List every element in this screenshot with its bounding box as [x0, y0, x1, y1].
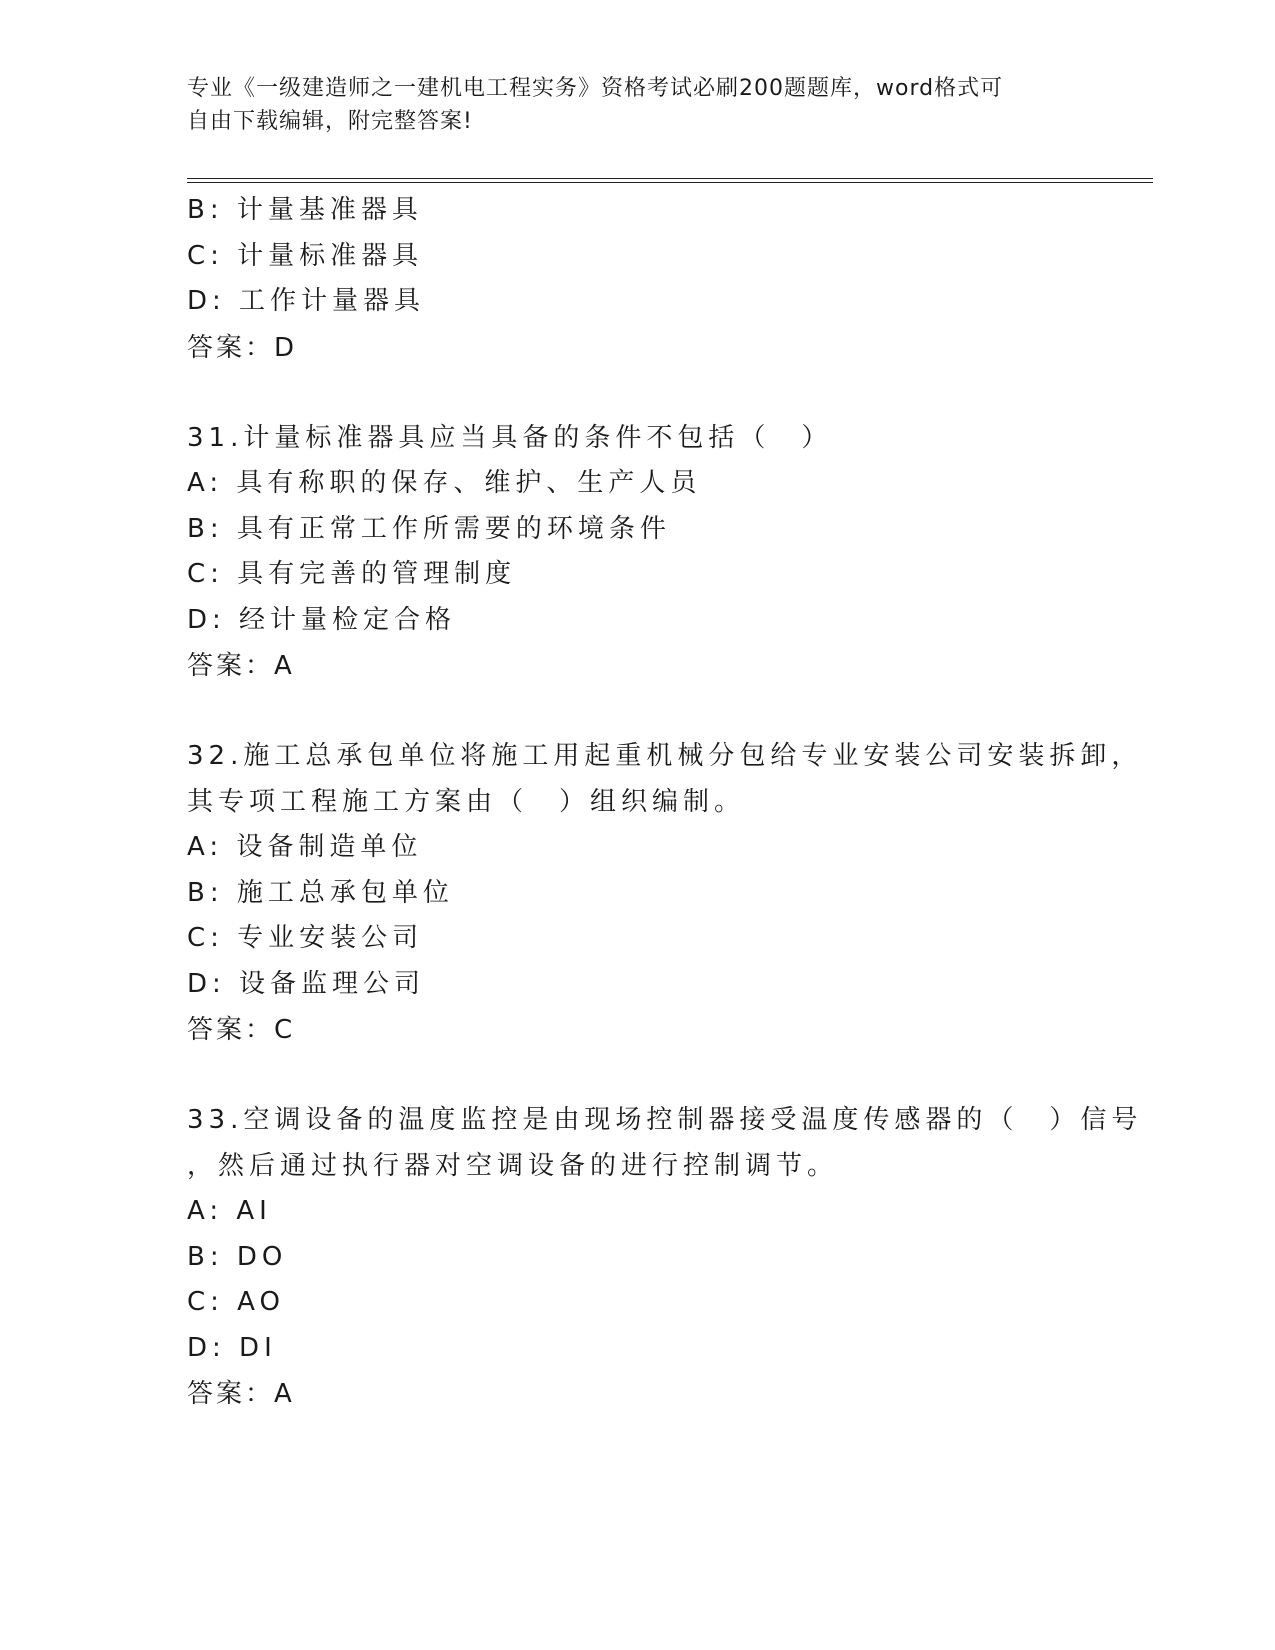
spacer: [187, 689, 1087, 734]
question-block-31: [187, 416, 1087, 690]
question-text: 31.计量标准器具应当具备的条件不包括（ ）: [187, 422, 833, 453]
question-block-32: [187, 734, 1143, 1053]
option-a: A: AI: [187, 1196, 272, 1226]
question-block-30: [187, 188, 1087, 371]
question-text-line-1: 32.施工总承包单位将施工用起重机械分包给专业安装公司安装拆卸，: [187, 741, 1143, 771]
option-c: C: AO: [187, 1287, 285, 1317]
option-b: B: DO: [187, 1241, 288, 1272]
question-block-33: [187, 1098, 1143, 1417]
question-list: [187, 188, 1143, 1417]
option-b: B: 施工总承包单位: [187, 877, 454, 908]
header-line-2: 自由下载编辑，附完整答案!: [187, 109, 473, 134]
header-line-1: 专业《一级建造师之一建机电工程实务》资格考试必刷200题题库，word格式可: [187, 76, 1004, 101]
option-d: D: 经计量检定合格: [187, 604, 457, 635]
answer-label: 答案：A: [187, 651, 295, 681]
question-text-line-1: 33.空调设备的温度监控是由现场控制器接受温度传感器的（ ）信号: [187, 1105, 1143, 1135]
answer-label: 答案：A: [187, 1379, 295, 1409]
spacer: [187, 371, 1087, 416]
question-text-line-2: ，然后通过执行器对空调设备的进行控制调节。: [187, 1150, 839, 1181]
option-a: A: 具有称职的保存、维护、生产人员: [187, 468, 702, 498]
answer-label: 答案：D: [187, 332, 298, 363]
header-double-rule: [187, 178, 1153, 183]
option-d: D: 工作计量器具: [187, 286, 426, 316]
option-b: B: 计量基准器具: [187, 195, 423, 225]
document-header: [187, 72, 1087, 138]
question-text-line-2: 其专项工程施工方案由（ ）组织编制。: [187, 786, 746, 817]
option-c: C: 专业安装公司: [187, 923, 424, 953]
answer-label: 答案：C: [187, 1015, 296, 1045]
option-b: B: 具有正常工作所需要的环境条件: [187, 513, 671, 544]
spacer: [187, 1053, 1087, 1098]
option-c: C: 计量标准器具: [187, 240, 424, 271]
option-d: D: 设备监理公司: [187, 968, 426, 999]
option-d: D: DI: [187, 1332, 277, 1363]
option-a: A: 设备制造单位: [187, 832, 423, 862]
option-c: C: 具有完善的管理制度: [187, 559, 517, 589]
